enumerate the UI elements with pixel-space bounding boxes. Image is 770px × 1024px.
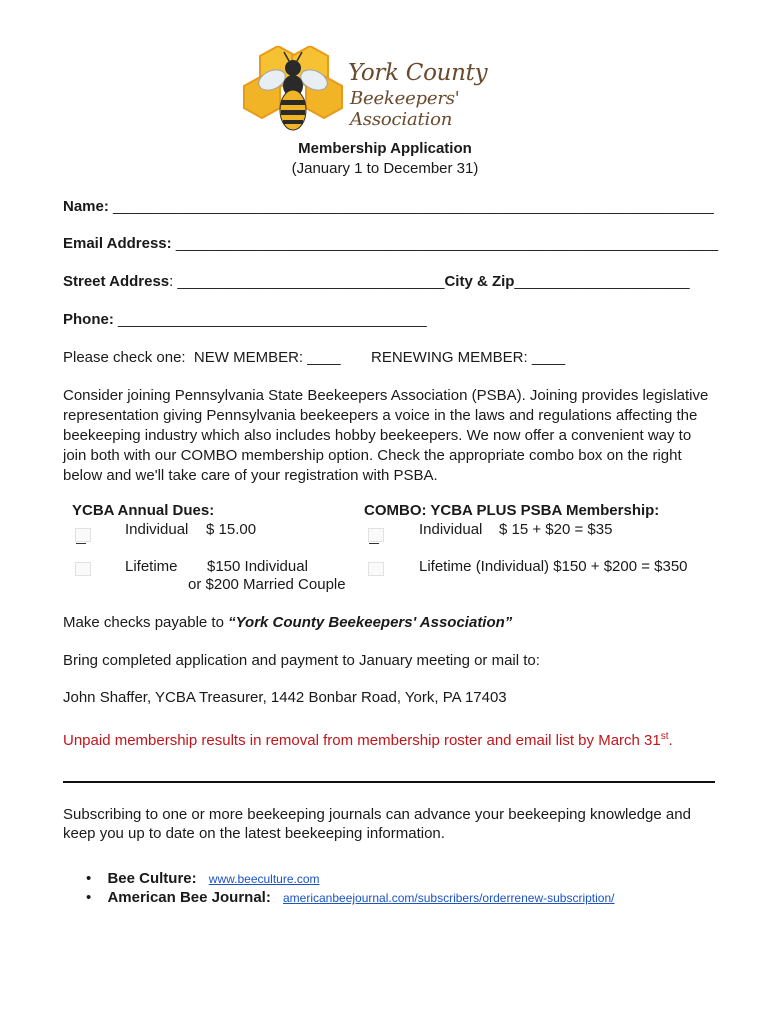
ycba-individual-checkbox[interactable] <box>75 528 91 542</box>
new-member-option[interactable]: NEW MEMBER: ____ <box>193 349 341 366</box>
journal-name: Bee Culture: <box>107 870 197 887</box>
checks-prefix: Make checks payable to <box>63 614 229 631</box>
bring-instructions: Bring completed application and payment to January meeting or mail to: <box>63 652 540 669</box>
ycba-lifetime-couple-price: or $200 Married Couple <box>188 576 346 593</box>
name-field[interactable] <box>63 198 714 215</box>
combo-lifetime-checkbox[interactable] <box>368 562 384 576</box>
phone-field[interactable] <box>63 311 427 328</box>
city-line[interactable]: _____________________ <box>514 273 690 290</box>
street-label: Street Address <box>63 273 170 290</box>
email-field[interactable] <box>63 235 718 252</box>
combo-individual-price: $ 15 + $20 = $35 <box>499 521 613 538</box>
checkbox-underline <box>76 543 86 544</box>
section-divider <box>63 781 715 783</box>
combo-individual-checkbox[interactable] <box>368 528 384 542</box>
association-logo <box>240 46 540 136</box>
email-line[interactable]: _________________________________________________________________ <box>175 235 719 252</box>
psba-paragraph <box>63 386 723 486</box>
logo-title: York County <box>348 60 488 86</box>
street-field[interactable] <box>63 273 690 290</box>
journals-intro-line1: Subscribing to one or more beekeeping journals can advance your beekeeping knowledge and <box>63 806 691 823</box>
bee-honeycomb-icon <box>240 46 345 136</box>
journals-intro-line2: keep you up to date on the latest beekeeping information. <box>63 825 445 842</box>
unpaid-text: Unpaid membership results in removal from membership roster and email list by March 31 <box>63 732 661 749</box>
name-label: Name: <box>63 198 109 215</box>
phone-label: Phone: <box>63 311 114 328</box>
psba-line: beekeeping industry which also includes hobby beekeepers. We now offer a convenient way to <box>63 427 692 444</box>
checks-payable <box>63 614 512 631</box>
checks-payee: “York County Beekeepers' Association” <box>228 614 513 631</box>
form-title: Membership Application <box>298 140 472 157</box>
membership-type <box>63 349 341 366</box>
journal-link[interactable]: americanbeejournal.com/subscribers/orderrenew-subscription/ <box>283 891 615 905</box>
bullet-icon: • <box>86 870 92 887</box>
journal-name: American Bee Journal: <box>107 889 271 906</box>
unpaid-superscript: st <box>660 731 669 742</box>
journal-list-item <box>86 889 614 906</box>
form-subtitle: (January 1 to December 31) <box>291 160 479 177</box>
check-prompt: Please check one: <box>63 349 186 366</box>
ycba-lifetime-price: $150 Individual <box>207 558 308 575</box>
renewing-member-option[interactable]: RENEWING MEMBER: ____ <box>371 349 566 366</box>
mailing-address: John Shaffer, YCBA Treasurer, 1442 Bonbar Road, York, PA 17403 <box>63 689 507 706</box>
journal-link[interactable]: www.beeculture.com <box>208 872 320 886</box>
unpaid-notice <box>63 731 673 749</box>
street-line[interactable]: : ________________________________ <box>169 273 445 290</box>
logo-subtitle: Beekeepers' Association <box>350 88 460 130</box>
journal-list-item <box>86 870 320 887</box>
unpaid-period: . <box>668 732 673 749</box>
phone-line[interactable]: _____________________________________ <box>113 311 427 328</box>
name-line[interactable]: ________________________________________________________________________ <box>113 198 714 215</box>
psba-line: below and we'll take care of your registration with PSBA. <box>63 467 438 484</box>
combo-heading: COMBO: YCBA PLUS PSBA Membership: <box>364 502 660 519</box>
ycba-lifetime-checkbox[interactable] <box>75 562 91 576</box>
ycba-individual-label: Individual <box>125 521 189 538</box>
psba-line: Consider joining Pennsylvania State Beekeepers Association (PSBA). Joining provides legislative <box>63 387 709 404</box>
city-label: City & Zip <box>444 273 515 290</box>
combo-individual-label: Individual <box>419 521 483 538</box>
psba-line: representation giving Pennsylvania beekeepers a voice in the laws and regulations affecting the <box>63 407 698 424</box>
combo-lifetime-price: Lifetime (Individual) $150 + $200 = $350 <box>419 558 688 575</box>
ycba-lifetime-label: Lifetime <box>125 558 178 575</box>
checkbox-underline <box>369 543 379 544</box>
bullet-icon: • <box>86 889 92 906</box>
psba-line: join both with our COMBO membership option. Check the appropriate combo box on the right <box>63 447 682 464</box>
ycba-individual-price: $ 15.00 <box>206 521 257 538</box>
email-label: Email Address: <box>63 235 172 252</box>
ycba-dues-heading: YCBA Annual Dues: <box>72 502 215 519</box>
